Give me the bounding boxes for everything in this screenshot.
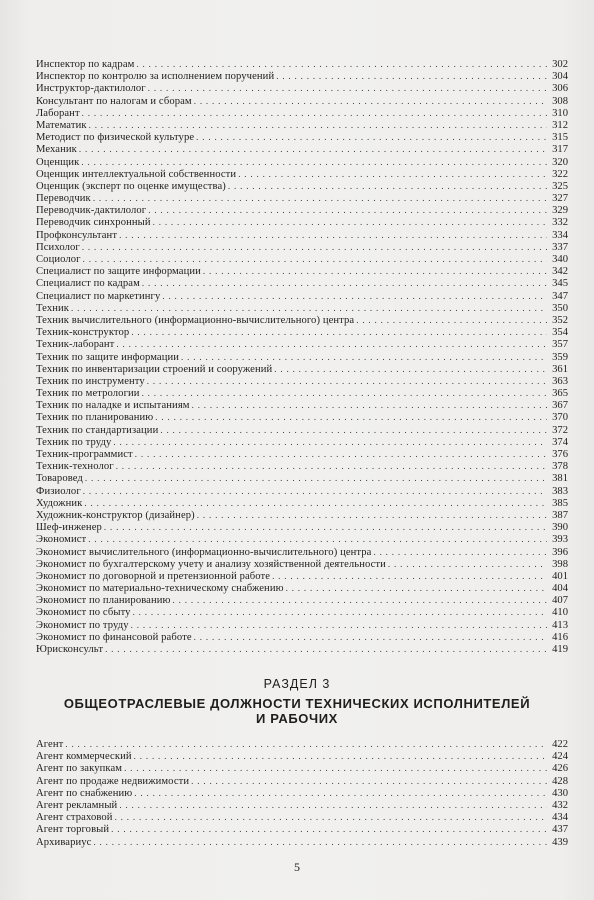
- toc-entry-title: Инструктор-дактилолог: [36, 83, 146, 95]
- toc-entry: [36, 436, 568, 448]
- dot-leader: [89, 119, 547, 131]
- dot-leader: [148, 204, 547, 216]
- toc-entry: [36, 836, 568, 848]
- toc-entry-page: 430: [552, 787, 568, 799]
- toc-entry-page: 304: [552, 71, 568, 83]
- toc-entry: [36, 156, 568, 168]
- toc-entry-page: 439: [552, 836, 568, 848]
- toc-entry-title: Специалист по защите информации: [36, 266, 201, 278]
- dot-leader: [81, 156, 547, 168]
- toc-entry-title: Агент по закупкам: [36, 763, 123, 775]
- toc-entry-title: Техник вычислительного (информационно-вычислительного) центра: [36, 314, 355, 326]
- dot-leader: [82, 107, 547, 119]
- toc-entry: [36, 811, 568, 823]
- toc-entry-title: Техник по труду: [36, 436, 112, 448]
- dot-leader: [373, 546, 547, 558]
- toc-entry: [36, 387, 568, 399]
- dot-leader: [93, 836, 547, 848]
- toc-entry: [36, 643, 568, 655]
- toc-entry-title: Экономист по договорной и претензионной работе: [36, 570, 271, 582]
- toc-entry-page: 329: [552, 205, 568, 217]
- toc-entry-title: Техник: [36, 302, 70, 314]
- dot-leader: [203, 265, 547, 277]
- toc-entry-page: 359: [552, 351, 568, 363]
- toc-entry-page: 354: [552, 327, 568, 339]
- toc-entry-page: 393: [552, 534, 568, 546]
- dot-leader: [93, 192, 547, 204]
- toc-entry: [36, 143, 568, 155]
- toc-entry: [36, 338, 568, 350]
- dot-leader: [191, 775, 547, 787]
- toc-entry-title: Экономист по планированию: [36, 595, 171, 607]
- toc-entry-title: Оценщик: [36, 156, 80, 168]
- toc-entry-title: Механик: [36, 144, 77, 156]
- toc-entry-title: Экономист по финансовой работе: [36, 631, 192, 643]
- toc-entry: [36, 485, 568, 497]
- toc-entry-page: 332: [552, 217, 568, 229]
- toc-entry: [36, 351, 568, 363]
- dot-leader: [82, 241, 547, 253]
- toc-entry: [36, 424, 568, 436]
- toc-entry: [36, 216, 568, 228]
- toc-entry: [36, 58, 568, 70]
- toc-entry-page: 312: [552, 119, 568, 131]
- toc-entry-page: 342: [552, 266, 568, 278]
- dot-leader: [147, 375, 547, 387]
- toc-entry-title: Техник-конструктор: [36, 327, 130, 339]
- toc-entry: [36, 253, 568, 265]
- toc-entry-page: 387: [552, 509, 568, 521]
- toc-entry-title: Методист по физической культуре: [36, 132, 195, 144]
- toc-entry-page: 434: [552, 812, 568, 824]
- toc-entry: [36, 265, 568, 277]
- toc-entry: [36, 558, 568, 570]
- page-number: 5: [294, 860, 300, 874]
- dot-leader: [88, 533, 547, 545]
- toc-entry-title: Агент торговый: [36, 824, 110, 836]
- toc-entry-page: 410: [552, 607, 568, 619]
- toc-entry-title: Агент: [36, 739, 64, 750]
- toc-entry-title: Экономист по труду: [36, 619, 129, 631]
- toc-entry-title: Техник по защите информации: [36, 351, 180, 363]
- dot-leader: [148, 82, 547, 94]
- toc-entry-title: Художник-конструктор (дизайнер): [36, 509, 195, 521]
- toc-entry: [36, 787, 568, 799]
- toc-entry: [36, 302, 568, 314]
- toc-entry-title: Экономист по бухгалтерскому учету и анализу хозяйственной деятельности: [36, 558, 386, 570]
- dot-leader: [142, 387, 547, 399]
- toc-entry-page: 345: [552, 278, 568, 290]
- toc-entry-title: Агент коммерческий: [36, 751, 132, 763]
- toc-entry-page: 376: [552, 449, 568, 460]
- toc-entry: [36, 363, 568, 375]
- toc-entry: [36, 750, 568, 762]
- toc-entry-title: Физиолог: [36, 485, 81, 497]
- toc-entry-title: Переводчик: [36, 193, 91, 205]
- dot-leader: [124, 762, 547, 774]
- toc-entry-page: 350: [552, 302, 568, 314]
- toc-entry: [36, 131, 568, 143]
- toc-entry-title: Экономист по материально-техническому снабжению: [36, 583, 284, 595]
- dot-leader: [160, 424, 547, 436]
- toc-entry-page: 352: [552, 314, 568, 326]
- toc-entry-title: Социолог: [36, 254, 81, 265]
- toc-entry-page: 302: [552, 59, 568, 70]
- toc-entry-title: Экономист вычислительного (информационно-вычислительного) центра: [36, 546, 372, 558]
- toc-entry-title: Агент по продаже недвижимости: [36, 775, 190, 787]
- toc-entry-title: Профконсультант: [36, 229, 118, 241]
- toc-entry: [36, 546, 568, 558]
- toc-entry: [36, 290, 568, 302]
- dot-leader: [134, 787, 547, 799]
- dot-leader: [115, 811, 547, 823]
- toc-entry-page: 407: [552, 595, 568, 607]
- toc-entry-page: 416: [552, 631, 568, 643]
- toc-entry: [36, 521, 568, 533]
- toc-entry-page: 383: [552, 485, 568, 497]
- section-label: РАЗДЕЛ 3: [263, 677, 331, 691]
- toc-entry: [36, 411, 568, 423]
- toc-entry: [36, 738, 568, 750]
- dot-leader: [113, 436, 547, 448]
- toc-entry-page: 390: [552, 522, 568, 534]
- toc-entry-page: 378: [552, 461, 568, 473]
- toc-entry-page: 401: [552, 570, 568, 582]
- toc-entry-page: 320: [552, 156, 568, 168]
- toc-entry: [36, 375, 568, 387]
- toc-entry: [36, 82, 568, 94]
- dot-leader: [173, 594, 547, 606]
- toc-entry-page: 370: [552, 412, 568, 424]
- toc-entry-title: Оценщик интеллектуальной собственности: [36, 168, 237, 180]
- toc-entry: [36, 570, 568, 582]
- toc-entry: [36, 192, 568, 204]
- toc-entry-title: Специалист по кадрам: [36, 278, 140, 290]
- dot-leader: [116, 460, 547, 472]
- dot-leader: [131, 326, 547, 338]
- dot-leader: [116, 338, 547, 350]
- dot-leader: [356, 314, 547, 326]
- toc-entry-page: 325: [552, 180, 568, 192]
- dot-leader: [105, 643, 547, 655]
- dot-leader: [135, 448, 547, 460]
- toc-entry: [36, 582, 568, 594]
- section-title-line-2: И РАБОЧИХ: [256, 711, 338, 726]
- toc-entry-page: 413: [552, 619, 568, 631]
- toc-entry-page: 317: [552, 144, 568, 156]
- dot-leader: [181, 351, 547, 363]
- toc-entry-page: 426: [552, 763, 568, 775]
- toc-entry-page: 424: [552, 751, 568, 763]
- toc-entry-title: Инспектор по кадрам: [36, 59, 135, 70]
- toc-entry: [36, 472, 568, 484]
- toc-entry: [36, 533, 568, 545]
- toc-entry-title: Техник-программист: [36, 449, 133, 460]
- toc-entry-title: Техник-технолог: [36, 461, 114, 473]
- dot-leader: [142, 277, 547, 289]
- toc-entry: [36, 631, 568, 643]
- toc-entry-page: 374: [552, 436, 568, 448]
- toc-entry-title: Инспектор по контролю за исполнением поручений: [36, 71, 275, 83]
- toc-entry: [36, 326, 568, 338]
- toc-entry-page: 363: [552, 375, 568, 387]
- toc-entry-title: Агент рекламный: [36, 799, 118, 811]
- toc-entry-title: Экономист по сбыту: [36, 607, 131, 619]
- dot-leader: [153, 216, 547, 228]
- dot-leader: [276, 70, 547, 82]
- toc-entry: [36, 119, 568, 131]
- dot-leader: [111, 823, 547, 835]
- dot-leader: [194, 95, 547, 107]
- toc-entry: [36, 594, 568, 606]
- dot-leader: [83, 485, 547, 497]
- dot-leader: [83, 253, 547, 265]
- dot-leader: [71, 302, 547, 314]
- dot-leader: [286, 582, 547, 594]
- toc-entry-title: Техник по стандартизации: [36, 424, 159, 436]
- toc-entry-title: Техник по инвентаризации строений и сооружений: [36, 363, 273, 375]
- toc-entry-title: Художник: [36, 497, 83, 509]
- toc-entry-page: 357: [552, 339, 568, 351]
- toc-entry-title: Техник по инструменту: [36, 375, 145, 387]
- toc-entry: [36, 180, 568, 192]
- toc-entry-page: 306: [552, 83, 568, 95]
- toc-entry-page: 361: [552, 363, 568, 375]
- toc-entry-title: Техник по метрологии: [36, 388, 140, 400]
- toc-entry: [36, 277, 568, 289]
- dot-leader: [196, 131, 547, 143]
- toc-entry-title: Техник-лаборант: [36, 339, 115, 351]
- toc-entry: [36, 107, 568, 119]
- toc-entry-title: Агент страховой: [36, 812, 113, 824]
- toc-entry-title: Психолог: [36, 241, 80, 253]
- toc-entry-title: Оценщик (эксперт по оценке имущества): [36, 180, 226, 192]
- dot-leader: [238, 168, 547, 180]
- toc-entry-title: Архивариус: [36, 836, 92, 848]
- toc-entry: [36, 509, 568, 521]
- toc-entry-title: Переводчик-дактилолог: [36, 205, 147, 217]
- toc-entry-page: 396: [552, 546, 568, 558]
- dot-leader: [155, 411, 547, 423]
- section-title: [40, 696, 554, 726]
- toc-entry-page: 334: [552, 229, 568, 241]
- toc-entry-page: 372: [552, 424, 568, 436]
- dot-leader: [131, 619, 547, 631]
- toc-entry-page: 310: [552, 107, 568, 119]
- toc-entry-title: Лаборант: [36, 107, 80, 119]
- toc-entry-page: 327: [552, 193, 568, 205]
- dot-leader: [162, 290, 547, 302]
- toc-entry-page: 322: [552, 168, 568, 180]
- toc-entry-page: 365: [552, 388, 568, 400]
- dot-leader: [133, 606, 547, 618]
- toc-entry: [36, 168, 568, 180]
- toc-entry: [36, 314, 568, 326]
- toc-entry-page: 340: [552, 254, 568, 265]
- dot-leader: [136, 58, 547, 70]
- toc-entry: [36, 448, 568, 460]
- toc-entry-page: 385: [552, 497, 568, 509]
- toc-entry-title: Консультант по налогам и сборам: [36, 95, 192, 107]
- toc-entry: [36, 799, 568, 811]
- dot-leader: [192, 399, 547, 411]
- toc-entry-page: 347: [552, 290, 568, 302]
- toc-entry-title: Техник по планированию: [36, 412, 154, 424]
- toc-entry: [36, 762, 568, 774]
- toc-entry-title: Товаровед: [36, 473, 83, 485]
- toc-entry: [36, 460, 568, 472]
- toc-entry-page: 337: [552, 241, 568, 253]
- table-of-contents: [36, 58, 568, 655]
- dot-leader: [104, 521, 547, 533]
- dot-leader: [85, 472, 547, 484]
- toc-entry-page: 367: [552, 400, 568, 412]
- toc-entry-title: Переводчик синхронный: [36, 217, 151, 229]
- toc-entry: [36, 619, 568, 631]
- toc-entry-title: Специалист по маркетингу: [36, 290, 161, 302]
- toc-entry-page: 308: [552, 95, 568, 107]
- dot-leader: [388, 558, 547, 570]
- dot-leader: [274, 363, 547, 375]
- toc-entry: [36, 823, 568, 835]
- dot-leader: [84, 497, 547, 509]
- toc-entry-page: 315: [552, 132, 568, 144]
- dot-leader: [79, 143, 547, 155]
- toc-entry: [36, 229, 568, 241]
- toc-entry-title: Агент по снабжению: [36, 787, 133, 799]
- dot-leader: [197, 509, 547, 521]
- toc-entry: [36, 497, 568, 509]
- toc-entry-title: Юрисконсульт: [36, 644, 104, 655]
- toc-entry-page: 432: [552, 799, 568, 811]
- dot-leader: [272, 570, 547, 582]
- toc-entry-page: 422: [552, 739, 568, 750]
- toc-entry-title: Экономист: [36, 534, 87, 546]
- section-title-line-1: ОБЩЕОТРАСЛЕВЫЕ ДОЛЖНОСТИ ТЕХНИЧЕСКИХ ИСПОЛНИТЕЛЕЙ: [63, 696, 531, 711]
- toc-entry-page: 381: [552, 473, 568, 485]
- toc-entry-page: 428: [552, 775, 568, 787]
- toc-entry-page: 419: [552, 644, 568, 655]
- toc-entry: [36, 775, 568, 787]
- toc-entry-title: Математик: [36, 119, 87, 131]
- toc-entry: [36, 95, 568, 107]
- toc-entry-title: Техник по наладке и испытаниям: [36, 400, 190, 412]
- toc-entry-page: 437: [552, 824, 568, 836]
- toc-entry: [36, 399, 568, 411]
- dot-leader: [228, 180, 547, 192]
- toc-entry: [36, 70, 568, 82]
- toc-entry: [36, 241, 568, 253]
- dot-leader: [65, 738, 547, 750]
- dot-leader: [119, 799, 547, 811]
- table-of-contents-section-3: [36, 738, 568, 848]
- toc-entry-page: 398: [552, 558, 568, 570]
- toc-entry-page: 404: [552, 583, 568, 595]
- toc-entry: [36, 606, 568, 618]
- dot-leader: [119, 229, 547, 241]
- dot-leader: [194, 631, 547, 643]
- toc-entry: [36, 204, 568, 216]
- toc-entry-title: Шеф-инженер: [36, 522, 102, 534]
- dot-leader: [134, 750, 547, 762]
